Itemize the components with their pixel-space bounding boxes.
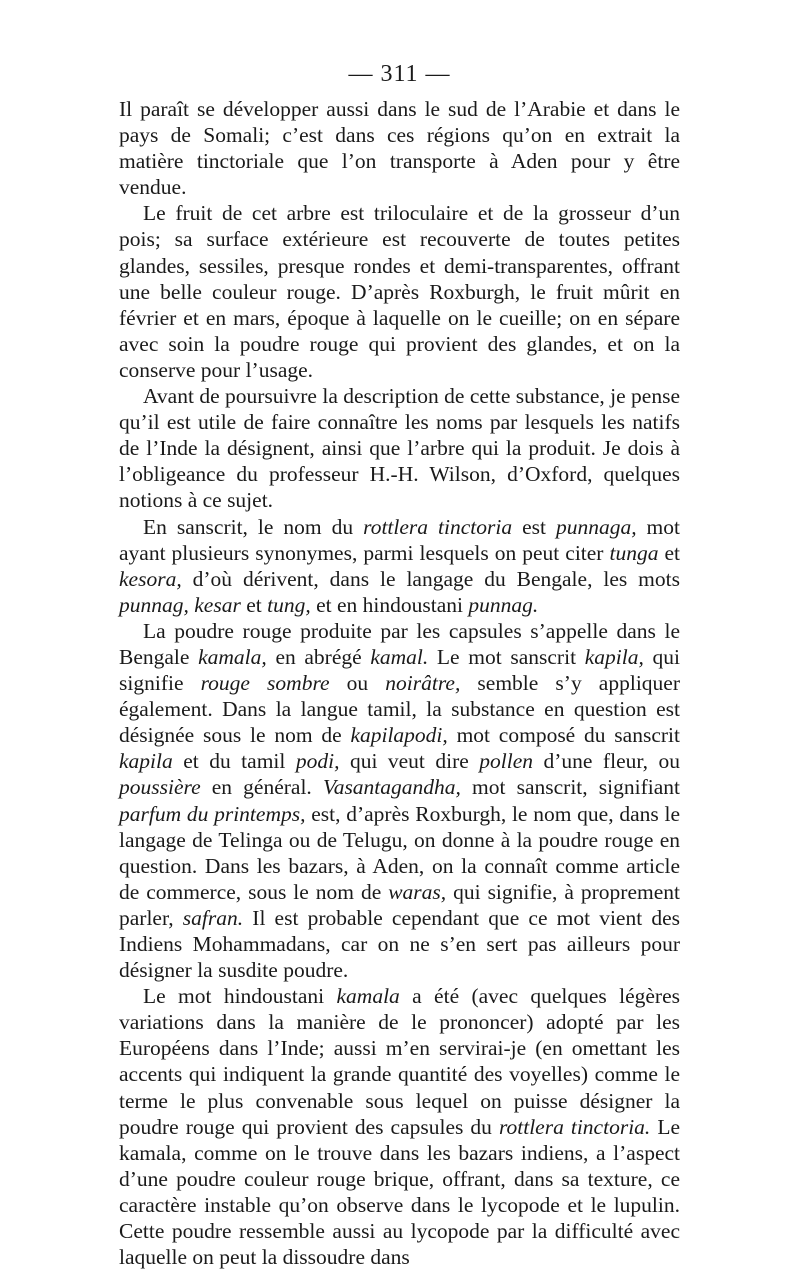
- italic-term: poussière: [119, 775, 201, 800]
- italic-term: punnag.: [468, 592, 539, 617]
- text-run: d’où dérivent, dans le langage du Bengale, les mots: [181, 566, 680, 591]
- text-run: est: [512, 514, 556, 539]
- text-run: Il paraît se développer aussi dans le sud de l’Arabie et dans le pays de Somali; c’est dans ces régions qu’on en extrait la matière tinctoriale que l’on transporte à Aden pour y être vendue.: [119, 97, 680, 200]
- italic-term: punnaga,: [555, 514, 637, 539]
- italic-term: kapilapodi,: [350, 723, 448, 748]
- italic-term: podi,: [295, 749, 340, 774]
- text-run: ou: [329, 671, 386, 696]
- text-run: et: [240, 592, 268, 617]
- italic-term: kamal.: [370, 644, 429, 669]
- text-run: Avant de poursuivre la description de cette substance, je pense qu’il est utile de faire connaître les noms par lesquels les natifs de l’Inde la désignent, ainsi que l’arbre qui la produit. Je dois à l’obligeance du professeur H.-H. Wilson, d’Oxford, quelques notions à ce sujet.: [119, 384, 680, 513]
- italic-term: parfum du printemps,: [119, 801, 306, 826]
- italic-term: waras,: [388, 879, 447, 904]
- text-run: Il est probable cependant que ce mot vient des Indiens Mohammadans, car on ne s’en sert pas ailleurs pour désigner la susdite poudre.: [119, 905, 680, 983]
- paragraph: [119, 200, 680, 383]
- text-run: En sanscrit, le nom du: [143, 514, 364, 539]
- italic-term: tung,: [267, 592, 311, 617]
- italic-term: kesar: [194, 592, 241, 617]
- paragraph: [119, 383, 680, 513]
- text-run: Le kamala, comme on le trouve dans les bazars indiens, a l’aspect d’une poudre couleur rouge brique, offrant, dans sa texture, ce caractère instable qu’on observe dans le lycopode et le lupulin. Cette poudre ressemble aussi au lycopode par la difficulté avec laquelle on peut la dissoudre dans: [119, 1114, 680, 1270]
- text-run: mot composé du sanscrit: [447, 723, 680, 748]
- text-run: a été (avec quelques légères variations dans la manière de le prononcer) adopté par les Européens dans l’Inde; aussi m’en servirai-je (en omettant les accents qui indiquent la grande quantité des voyelles) comme le terme le plus convenable sous lequel on puisse désigner la poudre rouge qui provient des capsules du: [119, 984, 681, 1139]
- italic-term: Vasantagandha,: [322, 775, 461, 800]
- text-run: Le fruit de cet arbre est triloculaire et de la grosseur d’un pois; sa surface extérieure est recouverte de toutes petites glandes, sessiles, presque rondes et demi-transparentes, offrant une belle couleur rouge. D’après Roxburgh, le fruit mûrit en février et en mars, époque à laquelle on le cueille; on en sépare avec soin la poudre rouge qui provient des glandes, et on la conserve pour l’usage.: [119, 201, 680, 382]
- italic-term: noirâtre,: [385, 671, 461, 696]
- text-run: qui signifie: [119, 644, 680, 696]
- italic-term: kapila,: [584, 644, 644, 669]
- italic-term: tunga: [609, 540, 659, 565]
- paragraph: [119, 983, 680, 1270]
- text-run: est, d’après Roxburgh, le nom que, dans le langage de Telinga ou de Telugu, on donne à la poudre rouge en question. Dans les bazars, à Aden, on la connaît comme article de commerce, sous le nom de: [119, 801, 680, 904]
- body-text: [119, 96, 680, 1270]
- italic-term: kapila: [119, 749, 173, 774]
- paragraph: [119, 96, 680, 200]
- text-run: qui signifie, à proprement parler,: [119, 879, 680, 930]
- italic-term: punnag,: [119, 592, 189, 617]
- text-run: en général.: [200, 775, 323, 800]
- paragraph: [119, 514, 680, 618]
- italic-term: rouge sombre: [200, 671, 330, 696]
- text-run: Le mot sanscrit: [428, 644, 585, 669]
- italic-term: rottlera tinctoria: [363, 514, 513, 539]
- italic-term: kamala: [336, 984, 400, 1009]
- italic-term: kesora,: [119, 566, 182, 591]
- italic-term: safran.: [182, 905, 244, 930]
- text-run: d’une fleur, ou: [533, 749, 681, 774]
- text-run: et: [658, 540, 680, 565]
- page-number: — 311 —: [348, 61, 451, 87]
- italic-term: rottlera tinctoria.: [498, 1114, 651, 1139]
- text-run: en abrégé: [266, 644, 371, 669]
- text-run: mot sanscrit, signifiant: [460, 775, 680, 800]
- text-run: et du tamil: [172, 749, 296, 774]
- text-run: semble s’y appliquer également. Dans la langue tamil, la substance en question est désignée sous le nom de: [119, 671, 680, 748]
- text-run: et en hindoustani: [310, 592, 469, 617]
- text-run: Le mot hindoustani: [143, 984, 337, 1009]
- text-run: La poudre rouge produite par les capsules s’appelle dans le Bengale: [119, 618, 680, 669]
- italic-term: pollen: [479, 749, 534, 774]
- paragraph: [119, 618, 680, 983]
- text-run: mot ayant plusieurs synonymes, parmi lesquels on peut citer: [119, 514, 680, 565]
- text-run: qui veut dire: [339, 749, 480, 774]
- italic-term: kamala,: [198, 644, 267, 669]
